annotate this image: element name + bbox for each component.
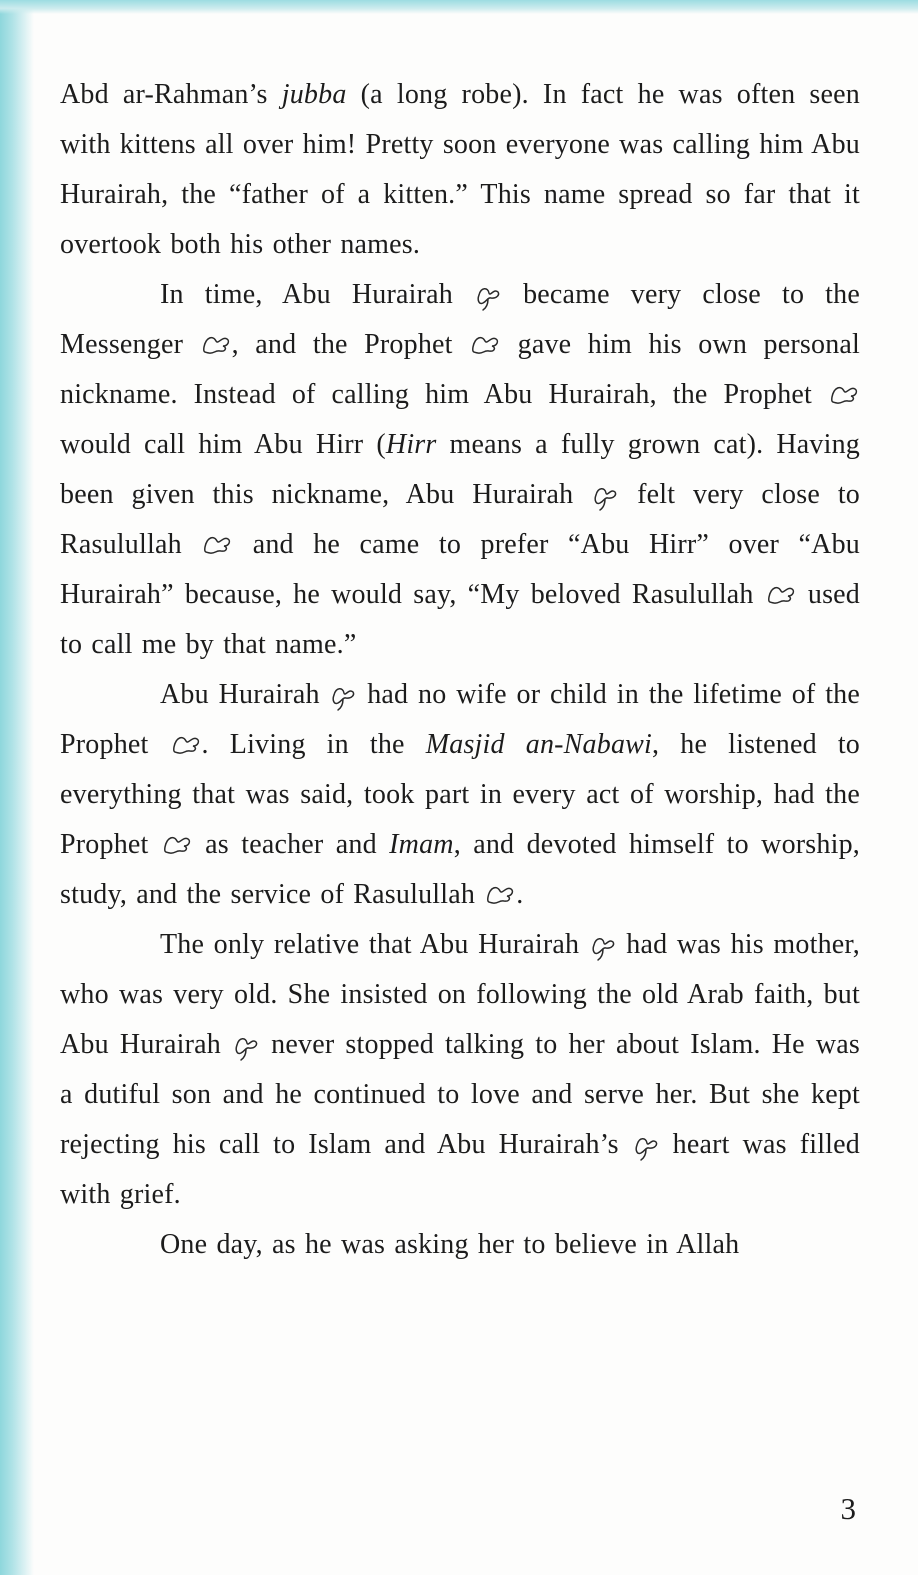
sallallahu-alayhi-wasallam-icon [162, 832, 192, 858]
page-number: 3 [840, 1491, 856, 1526]
sallallahu-alayhi-wasallam-icon [470, 332, 500, 358]
sallallahu-alayhi-wasallam-icon [202, 532, 232, 558]
paragraph: The only relative that Abu Hurairah had was his mother, who was very old. She insisted on following the old Arab faith, but Abu Hurairah never stopped talking to her about Islam. He was a dutiful son and he continued to love and serve her. But she kept rejecting his call to Islam and Abu Hurairah’s heart was filled with grief. [60, 929, 861, 1210]
paragraph: In time, Abu Hurairah became very close to the Messenger , and the Prophet gave him his own personal nickname. Instead of calling him Abu Hurairah, the Prophet would call him Abu Hirr (Hirr means a fully grown cat). Having been given this nickname, Abu Hurairah felt very close to Rasulullah and he came to prefer “Abu Hirr” over “Abu Hurairah” because, he would say, “My beloved Rasulullah used to call me by that name.” [60, 279, 861, 660]
paragraph: One day, as he was asking her to believe in Allah [160, 1229, 740, 1260]
paragraph: Abu Hurairah had no wife or child in the lifetime of the Prophet . Living in the Masjid an-Nabawi, he listened to everything that was said, took part in every act of worship, had the Prophet as teacher and Imam, and devoted himself to worship, study, and the service of Rasulullah . [60, 679, 861, 910]
radiallahu-anhu-icon [633, 1134, 659, 1162]
radiallahu-anhu-icon [590, 934, 616, 962]
sallallahu-alayhi-wasallam-icon [171, 732, 201, 758]
radiallahu-anhu-icon [592, 484, 618, 512]
radiallahu-anhu-icon [475, 284, 501, 312]
radiallahu-anhu-icon [330, 684, 356, 712]
sallallahu-alayhi-wasallam-icon [829, 382, 859, 408]
scan-edge-left [0, 0, 34, 1575]
sallallahu-alayhi-wasallam-icon [201, 332, 231, 358]
sallallahu-alayhi-wasallam-icon [766, 582, 796, 608]
sallallahu-alayhi-wasallam-icon [485, 882, 515, 908]
scan-edge-top [0, 0, 918, 14]
page-text [60, 70, 860, 1270]
radiallahu-anhu-icon [233, 1034, 259, 1062]
paragraph: Abd ar-Rahman’s jubba (a long robe). In fact he was often seen with kittens all over him! Pretty soon everyone was calling him Abu Hurairah, the “father of a kitten.” This name spread so far that it overtook both his other names. [60, 79, 860, 260]
